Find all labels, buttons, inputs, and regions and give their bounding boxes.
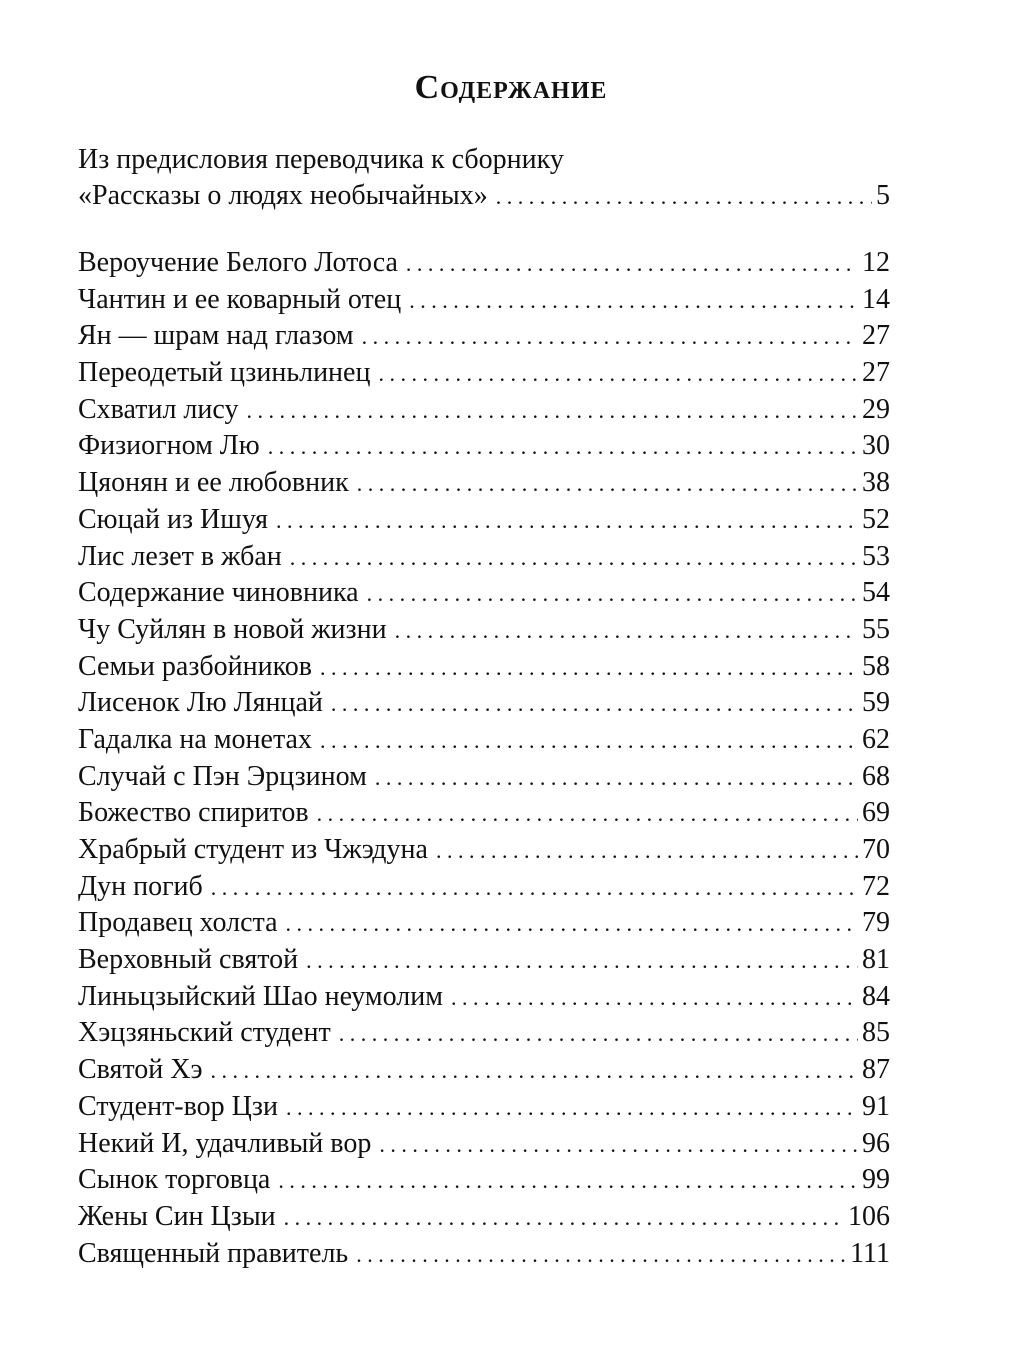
- toc-entry: [78, 1236, 890, 1273]
- toc-entry-page-number: 69: [862, 797, 890, 829]
- toc-entry-page-number: 68: [862, 760, 890, 792]
- dot-leader: [436, 833, 858, 869]
- toc-entry: [78, 1126, 890, 1163]
- toc-entry-page-number: 111: [850, 1237, 890, 1269]
- toc-entry: [78, 979, 890, 1016]
- toc-entry-title: Продавец холста: [78, 907, 278, 939]
- dot-leader: [395, 613, 858, 649]
- toc-entry: [78, 428, 890, 465]
- toc-entry: [78, 649, 890, 686]
- toc-entry: [78, 722, 890, 759]
- toc-entry: [78, 245, 890, 282]
- toc-entry-title: Ян — шрам над глазом: [78, 320, 354, 352]
- toc-entry-page-number: 29: [862, 393, 890, 425]
- toc-entry-title: Божество спиритов: [78, 797, 309, 829]
- dot-leader: [284, 1200, 844, 1236]
- dot-leader: [409, 283, 858, 319]
- toc-entry-title: Лис лезет в жбан: [78, 540, 282, 572]
- toc-entry-page-number: 12: [862, 247, 890, 278]
- toc-entry: [78, 685, 890, 722]
- toc-entry-title: Чу Суйлян в новой жизни: [78, 613, 387, 645]
- toc-entry-title: Хэцзяньский студент: [78, 1017, 331, 1049]
- toc-entry-title: Верховный святой: [78, 944, 299, 976]
- toc-entry-page-number: 52: [862, 503, 890, 535]
- toc-entry-title: Сынок торговца: [78, 1164, 271, 1196]
- toc-entry-page-number: 14: [862, 283, 890, 315]
- toc-entry-page-number: 84: [862, 980, 890, 1012]
- intro-title-row: [78, 178, 890, 215]
- toc-entry: [78, 465, 890, 502]
- toc-entry: [78, 759, 890, 796]
- toc-entry-page-number: 54: [862, 577, 890, 609]
- toc-entry-page-number: 81: [862, 944, 890, 976]
- toc-entry-page-number: 55: [862, 613, 890, 645]
- dot-leader: [320, 723, 858, 759]
- toc-entry: [78, 905, 890, 942]
- toc-entry: [78, 795, 890, 832]
- toc-entry-page-number: 30: [862, 430, 890, 462]
- dot-leader: [268, 429, 858, 465]
- dot-leader: [367, 576, 858, 612]
- toc-entry-page-number: 99: [862, 1164, 890, 1196]
- toc-entry-page-number: 79: [862, 907, 890, 939]
- toc-entry-title: Вероучение Белого Лотоса: [78, 247, 398, 278]
- dot-leader: [286, 906, 858, 942]
- toc-entry-title: Жены Син Цзыи: [78, 1200, 276, 1232]
- dot-leader: [378, 356, 858, 392]
- toc-entry: [78, 1052, 890, 1089]
- dot-leader: [276, 503, 858, 539]
- dot-leader: [211, 870, 858, 906]
- toc-entry: [78, 942, 890, 979]
- toc-entry: [78, 392, 890, 429]
- toc-entry-title: Сюцай из Ишуя: [78, 503, 268, 535]
- dot-leader: [290, 540, 858, 576]
- toc-entry-page-number: 70: [862, 834, 890, 865]
- toc-entry: [78, 502, 890, 539]
- intro-entry: [78, 142, 890, 215]
- dot-leader: [451, 980, 858, 1016]
- toc-entry-page-number: 106: [848, 1200, 890, 1232]
- toc-entry-title: Чантин и ее коварный отец: [78, 283, 402, 315]
- toc-entry-title: Физиогном Лю: [78, 430, 260, 462]
- toc-entry-title: Дун погиб: [78, 870, 203, 902]
- toc-entry-title: Семьи разбойников: [78, 650, 313, 682]
- dot-leader: [496, 179, 872, 215]
- toc-entry-page-number: 27: [862, 357, 890, 389]
- toc-entry: [78, 575, 890, 612]
- toc-entry-page-number: 58: [862, 650, 890, 682]
- toc-entry-page-number: 96: [862, 1127, 890, 1159]
- dot-leader: [306, 943, 858, 979]
- toc-entry-page-number: 53: [862, 540, 890, 572]
- intro-title-line2: «Рассказы о людях необычайных»: [78, 180, 488, 211]
- toc-entry: [78, 832, 890, 869]
- toc-entry-page-number: 38: [862, 467, 890, 499]
- toc-entry-page-number: 59: [862, 687, 890, 719]
- toc-entry-title: Храбрый студент из Чжэдуна: [78, 834, 428, 865]
- toc-entry-page-number: 62: [862, 723, 890, 755]
- dot-leader: [320, 650, 858, 686]
- dot-leader: [379, 1127, 858, 1163]
- dot-leader: [362, 319, 858, 355]
- table-of-contents: [78, 245, 890, 1272]
- dot-leader: [406, 246, 858, 282]
- dot-leader: [339, 1016, 858, 1052]
- toc-entry: [78, 355, 890, 392]
- toc-entry: [78, 1162, 890, 1199]
- dot-leader: [356, 1237, 846, 1273]
- dot-leader: [375, 760, 858, 796]
- toc-entry-title: Студент-вор Цзи: [78, 1090, 278, 1122]
- toc-entry: [78, 869, 890, 906]
- dot-leader: [286, 1090, 858, 1126]
- toc-entry-title: Священный правитель: [78, 1237, 349, 1269]
- toc-entry-title: Содержание чиновника: [78, 577, 359, 609]
- toc-entry: [78, 1015, 890, 1052]
- toc-entry-title: Гадалка на монетах: [78, 723, 312, 755]
- toc-entry: [78, 318, 890, 355]
- toc-entry-page-number: 85: [862, 1017, 890, 1049]
- toc-entry-title: Схватил лису: [78, 393, 239, 425]
- dot-leader: [317, 796, 858, 832]
- dot-leader: [278, 1163, 858, 1199]
- toc-entry-page-number: 91: [862, 1090, 890, 1122]
- toc-entry: [78, 1199, 890, 1236]
- toc-entry-page-number: 72: [862, 870, 890, 902]
- dot-leader: [331, 686, 858, 722]
- intro-title-line1: Из предисловия переводчика к сборнику: [78, 144, 564, 175]
- toc-entry: [78, 612, 890, 649]
- toc-entry: [78, 539, 890, 576]
- page-title: Содержание: [414, 69, 608, 106]
- toc-entry-title: Линьцзыйский Шао неумолим: [78, 980, 443, 1012]
- toc-entry-title: Некий И, удачливый вор: [78, 1127, 372, 1159]
- dot-leader: [246, 393, 858, 429]
- toc-entry: [78, 282, 890, 319]
- toc-entry-title: Святой Хэ: [78, 1054, 203, 1086]
- toc-entry-title: Случай с Пэн Эрцзином: [78, 760, 367, 792]
- toc-entry-page-number: 27: [862, 320, 890, 352]
- intro-page-number: 5: [876, 180, 890, 211]
- toc-entry-title: Лисенок Лю Лянцай: [78, 687, 323, 719]
- toc-entry-page-number: 87: [862, 1054, 890, 1086]
- toc-entry-title: Переодетый цзиньлинец: [78, 357, 371, 389]
- dot-leader: [211, 1053, 859, 1089]
- toc-entry: [78, 1089, 890, 1126]
- dot-leader: [357, 466, 858, 502]
- toc-entry-title: Цяонян и ее любовник: [78, 467, 349, 499]
